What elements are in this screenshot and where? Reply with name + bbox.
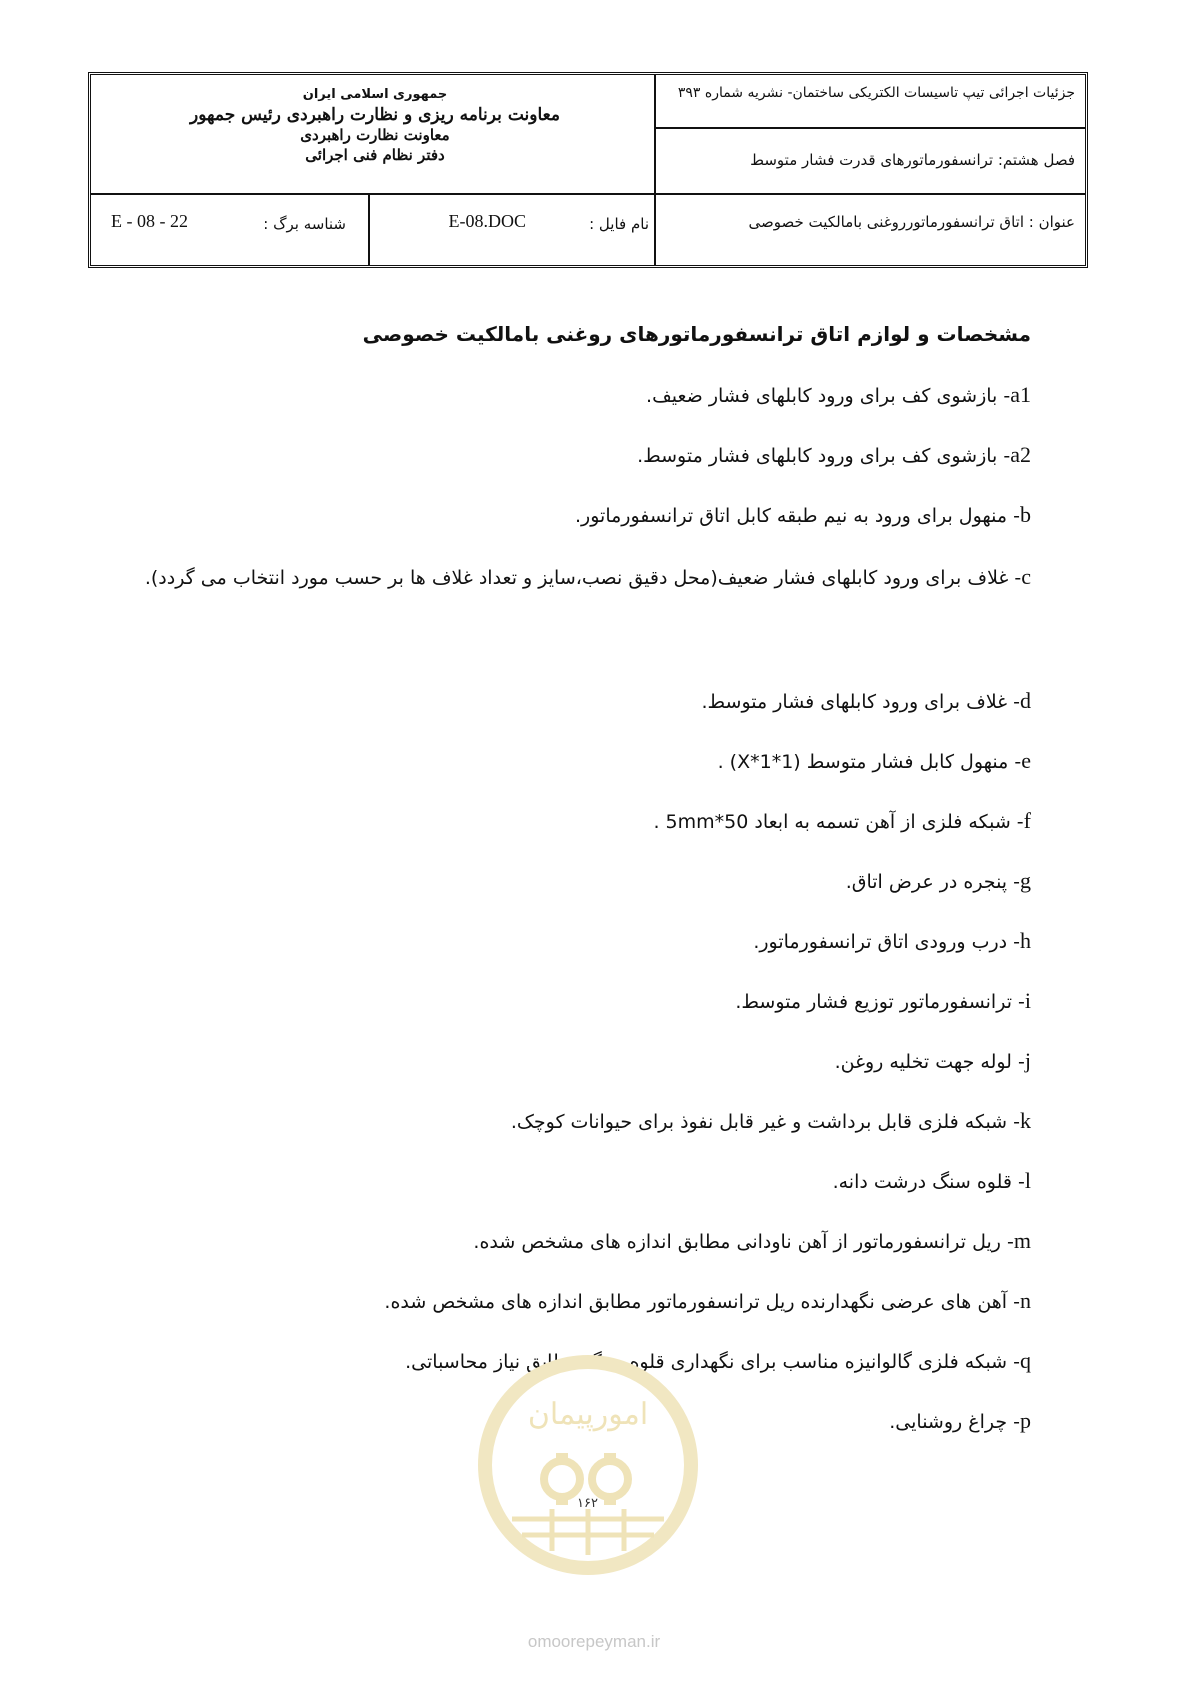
org-line-3: معاونت نظارت راهبردی [300, 126, 450, 144]
list-item: e- منهول کابل فشار متوسط (1*1*X) . [717, 748, 1031, 773]
list-item: b- منهول برای ورود به نیم طبقه کابل اتاق ترانسفورماتور. [575, 502, 1031, 527]
org-line-4: دفتر نظام فنی اجرائی [305, 146, 445, 164]
watermark-logo [478, 1355, 698, 1575]
sheet-id-label: شناسه برگ : [263, 215, 346, 233]
header-divider-vertical-bottom [368, 193, 370, 265]
list-item: l- قلوه سنگ درشت دانه. [832, 1168, 1031, 1193]
document-header-table [88, 72, 1088, 268]
section-heading: مشخصات و لوازم اتاق ترانسفورماتورهای روغنی بامالکیت خصوصی [362, 322, 1031, 346]
series-title: جزئیات اجرائی تیپ تاسیسات الکتریکی ساختمان- نشریه شماره ۳۹۳ [677, 85, 1075, 101]
org-line-2: معاونت برنامه ریزی و نظارت راهبردی رئیس جمهور [190, 105, 560, 125]
header-divider-horizontal-right [654, 127, 1085, 129]
list-item: i- ترانسفورماتور توزیع فشار متوسط. [735, 988, 1031, 1013]
sheet-title: عنوان : اتاق ترانسفورماتورروغنی بامالکیت خصوصی [748, 213, 1075, 231]
list-item: m- ریل ترانسفورماتور از آهن ناودانی مطابق اندازه های مشخص شده. [473, 1228, 1031, 1253]
svg-text:امورپیمان: امورپیمان [527, 1397, 649, 1432]
list-item: h- درب ورودی اتاق ترانسفورماتور. [753, 928, 1031, 953]
list-item: q- شبکه فلزی گالوانیزه مناسب برای نگهداری قلوه سنگ مطابق نیاز محاسباتی. [405, 1348, 1031, 1373]
page-number: ۱۶۲ [577, 1496, 598, 1511]
gear-icon [492, 1369, 684, 1561]
list-item: d- غلاف برای ورود کابلهای فشار متوسط. [701, 688, 1031, 713]
header-divider-horizontal-full [91, 193, 1085, 195]
list-item: c- غلاف برای ورود کابلهای فشار ضعیف(محل دقیق نصب،سایز و تعداد غلاف ها بر حسب مورد انتخاب می گردد). [144, 564, 1031, 589]
list-item: k- شبکه فلزی قابل برداشت و غیر قابل نفوذ برای حیوانات کوچک. [510, 1108, 1031, 1133]
list-item: g- پنجره در عرض اتاق. [845, 868, 1031, 893]
list-item: f- شبکه فلزی از آهن تسمه به ابعاد 50*5mm . [653, 808, 1031, 833]
organization-block [95, 85, 655, 165]
list-item: a1- بازشوی کف برای ورود کابلهای فشار ضعیف. [646, 382, 1031, 407]
list-item: j- لوله جهت تخلیه روغن. [834, 1048, 1031, 1073]
list-item: a2- بازشوی کف برای ورود کابلهای فشار متوسط. [637, 442, 1031, 467]
file-name-value: E-08.DOC [448, 211, 526, 231]
website-watermark: omoorepeyman.ir [527, 1632, 661, 1651]
chapter-title: فصل هشتم: ترانسفورماتورهای قدرت فشار متوسط [750, 151, 1075, 169]
list-item: n- آهن های عرضی نگهدارنده ریل ترانسفورماتور مطابق اندازه های مشخص شده. [384, 1288, 1031, 1313]
org-line-1: جمهوری اسلامی ایران [302, 87, 448, 102]
list-item: p- چراغ روشنایی. [889, 1408, 1031, 1433]
sheet-id-value: E - 08 - 22 [111, 211, 188, 231]
file-name-label: نام فایل : [589, 215, 649, 233]
